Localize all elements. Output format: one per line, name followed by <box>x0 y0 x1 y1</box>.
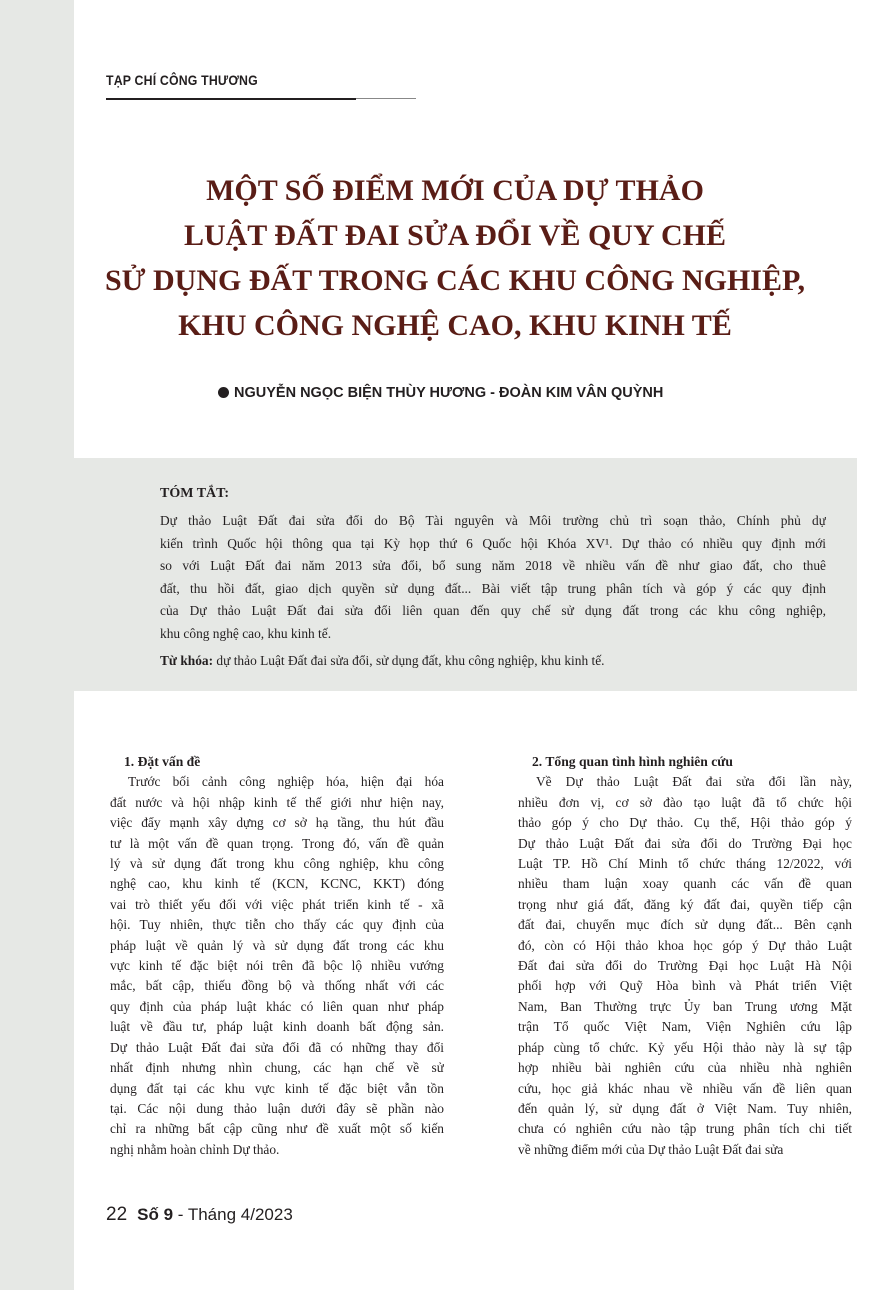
paragraph-line: pháp luật về quản lý và sử dụng đất trong các khu <box>110 937 444 953</box>
paragraph-line: Trước bối cảnh công nghiệp hóa, hiện đại hóa <box>128 774 444 790</box>
abstract-line: khu công nghệ cao, khu kinh tế. <box>160 625 332 641</box>
paragraph-line: chỉ ra những bất cập cũng như đề xuất một số kiến <box>110 1121 444 1137</box>
header-rule-thin <box>356 98 416 99</box>
abstract-heading: TÓM TẮT: <box>160 486 230 501</box>
keywords <box>160 651 826 671</box>
paragraph-line: vực kinh tế đặc biệt nói trên đã bộc lộ nhiều vướng <box>110 958 444 974</box>
paragraph-line: mắc, bất cập, thiếu đồng bộ và thống nhất với các <box>110 978 444 994</box>
section-2 <box>518 752 852 1160</box>
title-line: MỘT SỐ ĐIỂM MỚI CỦA DỰ THẢO <box>206 174 704 207</box>
keywords-label: Từ khóa: <box>160 653 214 668</box>
issue-date: - Tháng 4/2023 <box>173 1205 293 1224</box>
abstract-line: kiến trình Quốc hội thông qua tại Kỳ họp thứ 6 Quốc hội Khóa XV¹. Dự thảo có nhiều quy định mới <box>160 535 826 551</box>
bullet-icon <box>218 387 229 398</box>
abstract-body <box>160 510 826 645</box>
paragraph-line: pháp cùng tổ chức. Kỷ yếu Hội thảo này là sự tập <box>518 1039 852 1055</box>
paragraph-line: nghệ cao, khu kinh tế (KCN, KCNC, KKT) đóng <box>110 876 444 892</box>
issue-number: Số 9 <box>137 1205 174 1224</box>
abstract-line: so với Luật Đất đai năm 2013 sửa đổi, bổ sung năm 2018 về nhiều vấn đề như giao đất, cho thuê <box>160 558 826 573</box>
paragraph-line: Đất đai sửa đổi do Trường Đại học Luật Hà Nội <box>518 958 852 974</box>
paragraph-line: Dự thảo Luật Đất đai sửa đổi đã có những thay đổi <box>110 1039 444 1055</box>
authors: NGUYỄN NGỌC BIỆN THÙY HƯƠNG - ĐOÀN KIM VÂN QUỲNH <box>234 385 664 401</box>
section-1-heading: 1. Đặt vấn đề <box>124 754 201 769</box>
title-line: KHU CÔNG NGHỆ CAO, KHU KINH TẾ <box>178 309 732 342</box>
left-margin-band <box>0 0 74 1290</box>
abstract-line: đất, thu hồi đất, giao dịch quyền sử dụng đất... Bài viết tập trung phân tích và góp ý các quy định <box>160 580 826 596</box>
paragraph-line: đến quản lý, sử dụng đất ở Việt Nam. Tuy nhiên, <box>518 1100 852 1116</box>
paragraph-line: nhất định nhưng nhìn chung, các hạn chế về sử <box>110 1060 444 1076</box>
abstract-line: Dự thảo Luật Đất đai sửa đổi do Bộ Tài nguyên và Môi trường chủ trì soạn thảo, Chính phủ dự <box>160 513 826 528</box>
abstract-line: của Dự thảo Luật Đất đai sửa đổi liên quan đến quy chế sử dụng đất trong các khu công nghiệp, <box>160 603 826 618</box>
section-1 <box>110 752 444 1160</box>
paragraph-line: Luật TP. Hồ Chí Minh tổ chức tháng 12/2022, với <box>518 856 852 872</box>
article-title <box>90 168 820 348</box>
title-line: LUẬT ĐẤT ĐAI SỬA ĐỔI VỀ QUY CHẾ <box>183 219 727 252</box>
paragraph-line: chưa có nghiên cứu nào tập trung phân tích chi tiết <box>518 1121 852 1137</box>
paragraph-line: tư là một vấn đề quan trọng. Trong đó, vấn đề quản <box>110 835 444 851</box>
paragraph-line: trận Tổ quốc Việt Nam, Viện Nghiên cứu lập <box>518 1019 852 1035</box>
paragraph-line: đó, còn có Hội thảo khoa học góp ý Dự thảo Luật <box>518 937 852 953</box>
authors-line <box>218 385 778 401</box>
paragraph-line: luật về đầu tư, pháp luật kinh doanh bất động sản. <box>110 1019 444 1035</box>
section-2-heading: 2. Tổng quan tình hình nghiên cứu <box>532 754 733 769</box>
paragraph-line: quy định của pháp luật khác có liên quan như pháp <box>110 998 444 1014</box>
paragraph-line: Về Dự thảo Luật Đất đai sửa đổi lần này, <box>536 774 852 790</box>
keywords-text: dự thảo Luật Đất đai sửa đổi, sử dụng đất, khu công nghiệp, khu kinh tế. <box>213 653 605 668</box>
paragraph-line: cứu, học giả khác nhau về nhiều vấn đề liên quan <box>518 1080 852 1096</box>
page-footer <box>106 1204 293 1226</box>
paragraph-line: trọng như giá đất, đăng ký đất đai, quyền tiếp cận <box>518 896 852 912</box>
paragraph-line: về những điểm mới của Dự thảo Luật Đất đai sửa <box>518 1141 784 1157</box>
paragraph-line: lý và sử dụng đất trong khu công nghiệp, khu công <box>110 856 444 872</box>
title-line: SỬ DỤNG ĐẤT TRONG CÁC KHU CÔNG NGHIỆP, <box>104 264 806 297</box>
paragraph-line: tại. Các nội dung thảo luận dưới đây sẽ phần nào <box>110 1100 444 1116</box>
header-rule <box>106 98 356 100</box>
paragraph-line: Nam, Ban Thường trực Ủy ban Trung ương Mặt <box>518 998 852 1014</box>
paragraph-line: vai trò thiết yếu đối với việc phát triển kinh tế - xã <box>110 896 444 912</box>
paragraph-line: hợp nhiều bài nghiên cứu của nhiều nhà nghiên <box>518 1060 852 1076</box>
page-number: 22 <box>106 1204 128 1225</box>
paragraph-line: nhiều đơn vị, cơ sở đào tạo luật đã tổ chức hội <box>518 794 852 810</box>
paragraph-line: phối hợp với Quỹ Hòa bình và Phát triển Việt <box>518 978 852 994</box>
paragraph-line: nghị nhằm hoàn chỉnh Dự thảo. <box>110 1141 280 1157</box>
paragraph-line: nhiều tham luận xoay quanh các vấn đề quan <box>518 876 852 892</box>
paragraph-line: hội. Tuy nhiên, thực tiễn cho thấy các quy định của <box>110 917 444 933</box>
paragraph-line: việc đẩy mạnh xây dựng cơ sở hạ tầng, thu hút đầu <box>110 815 444 831</box>
journal-header: TẠP CHÍ CÔNG THƯƠNG <box>106 72 258 88</box>
paragraph-line: đất nước và hội nhập kinh tế thế giới như hiện nay, <box>110 794 444 810</box>
paragraph-line: dụng đất tại các khu vực kinh tế đặc biệt vẫn tồn <box>110 1080 444 1096</box>
paragraph-line: Dự thảo Luật Đất đai sửa đổi do Trường Đại học <box>518 835 852 851</box>
paragraph-line: đất đai, chuyển mục đích sử dụng đất... Bên cạnh <box>518 917 852 933</box>
paragraph-line: thảo góp ý cho Dự thảo. Cụ thể, Hội thảo góp ý <box>518 815 852 831</box>
